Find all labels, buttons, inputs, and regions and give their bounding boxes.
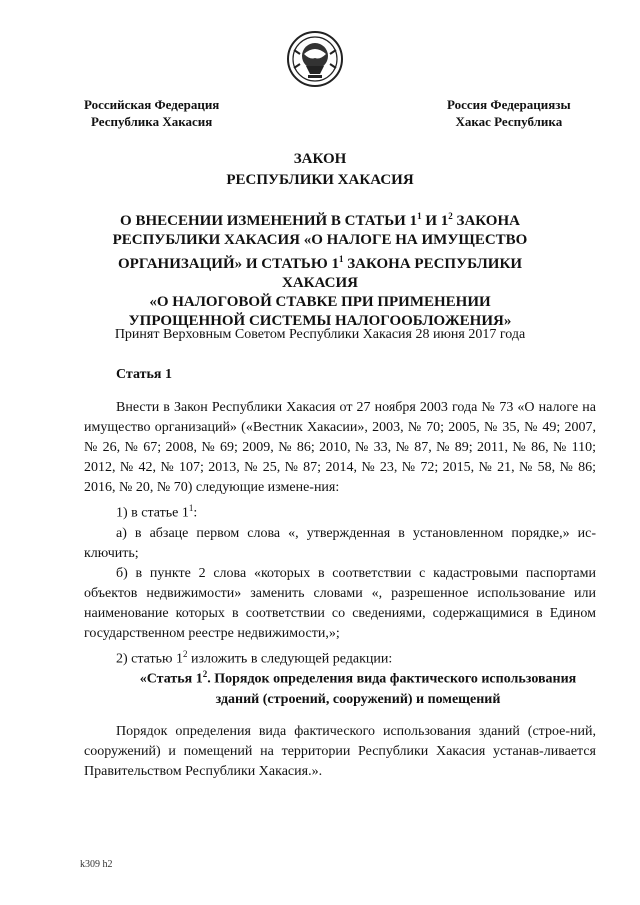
law-title: ЗАКОН (293, 151, 347, 167)
article-1-item-a: а) в абзаце первом слова «, утвержденная в установленном порядке,» ис-ключить; (84, 525, 596, 561)
adoption-note: Принят Верховным Советом Республики Хакасия 28 июня 2017 года (114, 327, 526, 342)
law-title-republic: РЕСПУБЛИКИ ХАКАСИЯ (226, 172, 414, 188)
superscript: 2 (182, 648, 188, 659)
subject-text: О ВНЕСЕНИИ ИЗМЕНЕНИЙ В СТАТЬИ 1 (120, 213, 418, 229)
header-right (447, 96, 571, 130)
new-article-heading (120, 664, 596, 710)
subject-text: ОРГАНИЗАЦИЙ» И СТАТЬЮ 1 (117, 256, 339, 272)
header-right-line2: Хакас Республика (455, 114, 563, 129)
subject-line-1 (110, 207, 530, 231)
subject-line-2: РЕСПУБЛИКИ ХАКАСИЯ «О НАЛОГЕ НА ИМУЩЕСТВО (112, 232, 528, 248)
law-subject (110, 207, 530, 331)
heading-text: . Порядок определения вида фактического использования зданий (строений, сооружений) и помещений (207, 671, 577, 707)
subject-text: ЗАКОНА РЕСПУБЛИКИ ХАКАСИЯ (282, 256, 523, 291)
subject-text: ЗАКОНА (452, 213, 520, 229)
superscript: 1 (417, 211, 422, 221)
item-text: изложить в следующей редакции: (187, 651, 393, 667)
article-1-intro: Внести в Закон Республики Хакасия от 27 ноября 2003 года № 73 «О налоге на имущество организаций» («Вестник Хакасии», 2003, № 70; 2005, № 35, № 49; 2007, № 26, № 67; 2008, № 69; 2009, № 86; 2010, № 33, № 87, № 89; 2011, № 86, № 110; 2012, № 42, № 107; 2013, № 25, № 87; 2014, № 23, № 72; 2015, № 21, № 58, № 86; 2016, № 20, № 70) следующие измене-ния: (84, 400, 596, 495)
header-right-line1: Россия Федерациязы (447, 97, 571, 112)
heading-text: «Статья 1 (139, 671, 203, 687)
superscript: 1 (338, 254, 344, 264)
header-left (84, 96, 219, 130)
subject-line-5: УПРОЩЕННОЙ СИСТЕМЫ НАЛОГООБЛОЖЕНИЯ» (128, 313, 512, 329)
superscript: 2 (202, 669, 208, 679)
article-1-body (84, 398, 596, 669)
superscript: 2 (448, 211, 453, 221)
subject-text: И 1 (421, 213, 449, 229)
coat-of-arms-icon (286, 30, 344, 88)
subject-line-4: «О НАЛОГОВОЙ СТАВКЕ ПРИ ПРИМЕНЕНИИ (149, 294, 491, 310)
item-text: : (193, 505, 198, 521)
header-left-line1: Российская Федерация (84, 97, 220, 112)
article-1-item-1 (84, 498, 596, 524)
header-left-line2: Республика Хакасия (91, 114, 213, 129)
item-text: 1) в статье 1 (116, 505, 189, 521)
item-text: 2) статью 1 (116, 651, 183, 667)
subject-line-3 (110, 250, 530, 293)
footer-code: k309 h2 (80, 859, 113, 870)
new-article-text: Порядок определения вида фактического использования зданий (строе-ний, сооружений) и помещений на территории Республики Хакасия устанав-ливается Правительством Республики Хакасия.». (84, 724, 596, 779)
superscript: 1 (188, 503, 194, 513)
new-article-body (84, 722, 596, 782)
article-1-item-b: б) в пункте 2 слова «которых в соответствии с кадастровыми паспортами объектов недвижимости» заменить словами «, разрешенное использование или наименование которых в соответствии со сведениями, содержащимися в Едином государственном реестре недвижимости,»; (84, 565, 596, 641)
article-1-heading: Статья 1 (116, 367, 172, 382)
